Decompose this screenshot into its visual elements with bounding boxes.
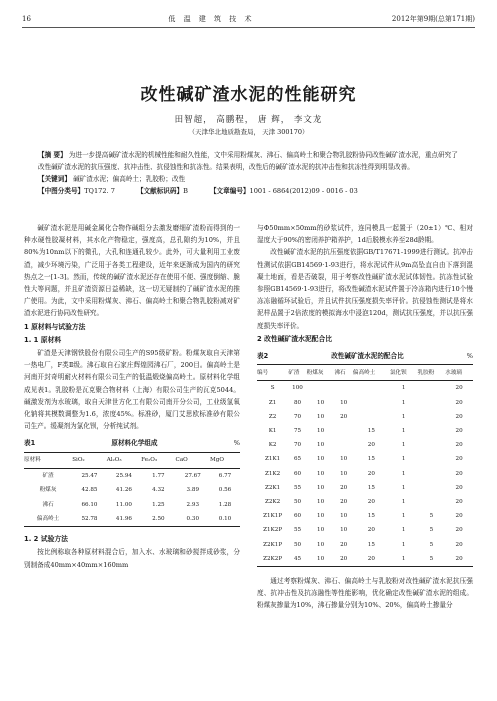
table-cell: 1 xyxy=(401,541,406,548)
table-cell: 20 xyxy=(455,385,463,392)
table-cell: 10 xyxy=(317,399,325,406)
table-cell: 20 xyxy=(340,413,348,420)
table-cell: 11.00 xyxy=(115,501,132,508)
table1-header: SiO₂ xyxy=(72,452,106,468)
table-cell: 15 xyxy=(367,428,375,435)
table-row xyxy=(257,452,473,466)
table-cell: 1 xyxy=(401,513,406,520)
table-cell xyxy=(418,452,446,466)
table-cell: 1 xyxy=(401,399,406,406)
abstract xyxy=(38,150,459,173)
table-cell xyxy=(418,438,446,452)
section-1-1-heading: 1. 1 原材料 xyxy=(24,335,62,344)
table-cell: 2.93 xyxy=(186,501,200,508)
abstract-block xyxy=(38,150,459,197)
table-row xyxy=(257,396,473,410)
table-cell: 1 xyxy=(401,442,406,449)
table-cell: 20 xyxy=(455,399,463,406)
table-cell: 1.28 xyxy=(218,501,232,508)
table2-title: 改性碱矿渣水泥的配合比 xyxy=(331,352,404,361)
table-cell: Z1K2P xyxy=(263,527,283,534)
table2 xyxy=(257,364,473,567)
section-1-2-heading: 1. 2 试验方法 xyxy=(24,535,68,544)
table-cell: 5 xyxy=(418,552,446,567)
table-cell xyxy=(353,410,390,424)
left-column xyxy=(24,222,240,571)
table-cell: 5 xyxy=(429,513,434,520)
table-cell: 10 xyxy=(317,456,325,463)
keywords-line xyxy=(38,174,459,186)
keywords: 碱矿渣水泥；偏高岭土；乳胶粉；改性 xyxy=(73,175,186,183)
table-cell xyxy=(353,381,390,396)
table2-unit: % xyxy=(466,352,473,361)
table-cell: 60 xyxy=(293,513,302,520)
table-cell: 粉煤灰 xyxy=(39,487,57,494)
table-cell: 70 xyxy=(293,413,302,420)
table-cell: 1 xyxy=(401,470,406,477)
table-cell: K2 xyxy=(268,442,277,449)
table-cell: 20 xyxy=(455,442,463,449)
table-cell: 5 xyxy=(429,527,434,534)
table-cell: 20 xyxy=(445,552,473,567)
table-cell: 45 xyxy=(288,552,306,567)
table-cell: Z2K1P xyxy=(263,541,283,548)
table-cell: 20 xyxy=(340,484,348,491)
table1-unit: % xyxy=(233,439,240,448)
table-cell: 15 xyxy=(367,484,375,491)
keywords-label: 【关键词】 xyxy=(38,175,71,183)
table2-header: 编号 xyxy=(257,365,288,381)
table2-header: 水玻璃 xyxy=(445,365,473,381)
table-cell: 10 xyxy=(340,527,348,534)
table-cell: 1 xyxy=(390,552,418,567)
table-cell: 0.56 xyxy=(218,487,232,494)
table1-header: MgO xyxy=(210,452,240,468)
table-cell: 20 xyxy=(340,499,348,506)
table-cell: 1 xyxy=(401,527,406,534)
issue-info: 2012年第9期(总第171期) xyxy=(391,15,475,23)
table-cell: 0.30 xyxy=(176,512,210,527)
table-row xyxy=(257,438,473,452)
table-cell: 10 xyxy=(340,513,348,520)
table-cell: 1 xyxy=(401,456,406,463)
authors: 田智超， 高鹏程， 唐 辉， 李文龙 xyxy=(174,115,323,125)
materials-paragraph: 矿渣是天津钢铁股份有限公司生产的S95级矿粉。粉煤灰取自天津第一热电厂，F类Ⅱ级。沸石取自石家庄辉煌园沸石厂，200目。偏高岭土是河南开封奇明耐火材料有限公司生产的低温煅烧偏高岭土。原材料化学组成见表1。乳胶粉是瓦克聚合物材料（上海）有限公司生产的瓦克5044。碱激发剂为水玻璃，取自天津世方化工有限公司南开分公司，工业级氢氧化钠将其模数调整为1.6，浓度45%。标准砂，厦门艾思欧标准砂有限公司生产。缓凝剂为氯化钡，分析纯试剂。 xyxy=(24,349,240,431)
table2-header: 乳胶粉 xyxy=(418,365,446,381)
table-cell: 10 xyxy=(317,428,325,435)
doc-code-label: 【文献标识码】 xyxy=(136,186,184,195)
table-cell: 20 xyxy=(340,541,348,548)
table-cell: 20 xyxy=(455,513,463,520)
table-cell: 20 xyxy=(353,552,390,567)
table-cell: 27.67 xyxy=(184,472,201,479)
table-cell: Z2 xyxy=(268,413,277,420)
table-cell: S xyxy=(270,385,275,392)
table-cell: 1 xyxy=(401,413,406,420)
table-cell: Z1K2 xyxy=(265,470,281,477)
table-cell: 60 xyxy=(293,470,302,477)
table-cell xyxy=(418,410,446,424)
table-cell xyxy=(334,381,352,396)
table-row xyxy=(257,481,473,495)
table-cell: 41.26 xyxy=(115,487,132,494)
table2-header: 粉煤灰 xyxy=(307,365,335,381)
table1-header: Al₂O₃ xyxy=(107,452,141,468)
table-cell: 66.10 xyxy=(81,501,98,508)
continued-paragraph: 与Φ50mm×50mm的砂浆试件，连同模具一起置于（20±1）℃、相对湿度大于90%的密闭养护箱养护，1d后脱模水养至28d龄期。 xyxy=(257,224,473,245)
table-row xyxy=(257,523,473,537)
journal-name: 低 温 建 筑 技 术 xyxy=(168,15,255,23)
table-cell: 65 xyxy=(293,456,302,463)
table-cell: 20 xyxy=(455,456,463,463)
table-cell: 5 xyxy=(429,541,434,548)
table1-caption xyxy=(24,437,240,449)
table-cell: 10 xyxy=(307,552,335,567)
page-number: 16 xyxy=(22,15,31,23)
table-cell: 10 xyxy=(317,470,325,477)
table-cell xyxy=(418,495,446,509)
table-cell: 3.89 xyxy=(186,487,200,494)
table2-caption xyxy=(257,350,473,362)
table-cell: 0.10 xyxy=(210,512,240,527)
table-cell: 10 xyxy=(317,541,325,548)
table-cell: 1.25 xyxy=(152,501,165,508)
running-header xyxy=(22,14,475,28)
article-no-value: 1001 - 6864(2012)09 - 0016 - 03 xyxy=(249,186,358,195)
table-cell: 20 xyxy=(455,470,463,477)
table-cell: 10 xyxy=(317,442,325,449)
table-cell: 1 xyxy=(401,484,406,491)
table-row xyxy=(257,538,473,552)
table-cell: Z1K1 xyxy=(265,456,281,463)
table-cell: 1 xyxy=(401,499,406,506)
test-method-paragraph: 改性碱矿渣水泥的抗压强度依据GB/T17671-1999进行测试。抗冲击性测试依据GB14569·1-93进行，将水泥试件从9m高坠直自由下落到混凝土地面，看是否破裂，用于考察改性碱矿渣水泥试体韧性。抗冻性试验参照GB14569·1-93进行，将改性碱渣水泥试件置于冷冻箱内进行10个慢冻冻融循环试验后，并且试件抗压强度损失率评价。抗侵蚀性测试是将水泥样品置于2倍浓度的模拟海水中浸泡120d，测试抗压强度，并以抗压强度损失率评价。 xyxy=(257,248,473,330)
table2-header: 沸石 xyxy=(334,365,352,381)
clc-value: TQ172. 7 xyxy=(84,186,115,195)
table-row xyxy=(257,509,473,523)
table-cell: 20 xyxy=(334,552,352,567)
table-cell: 25.47 xyxy=(81,472,98,479)
table-cell: 20 xyxy=(367,442,375,449)
closing-paragraph: 通过考察粉煤灰、沸石、偏高岭土与乳胶粉对改性碱矿渣水泥抗压强度、抗冲击性及抗冻融性等性能影响，优化确定改性碱矿渣水泥的组成。粉煤灰掺量为10%，沸石掺量分别为10%、20%，偏高岭土掺量分 xyxy=(257,577,473,610)
table-cell: 10 xyxy=(317,484,325,491)
table-cell xyxy=(418,481,446,495)
table-cell: 55 xyxy=(293,527,302,534)
table1-header: CaO xyxy=(176,452,210,468)
table-cell: 50 xyxy=(293,541,302,548)
table-cell xyxy=(307,381,335,396)
doc-code-value: B xyxy=(183,186,188,195)
table-cell: 52.78 xyxy=(72,512,106,527)
table1-title: 原材料化学组成 xyxy=(111,439,158,448)
table-cell: Z2K2 xyxy=(265,499,281,506)
classification-line xyxy=(38,186,459,198)
table1-header: 原材料 xyxy=(24,452,72,468)
table-cell: 沸石 xyxy=(42,501,54,508)
table-cell: Z1K1P xyxy=(263,513,283,520)
right-column xyxy=(257,222,473,612)
table-cell: 1 xyxy=(401,428,406,435)
table-cell: 10 xyxy=(317,527,325,534)
table-cell: 10 xyxy=(317,513,325,520)
table-cell: Z2K1 xyxy=(265,484,281,491)
table-cell: 80 xyxy=(293,399,302,406)
article-title: 改性碱矿渣水泥的性能研究 xyxy=(140,85,357,105)
section-1-heading: 1 原材料与试验方法 xyxy=(24,322,86,331)
table-cell: 15 xyxy=(367,513,375,520)
table-cell: 42.85 xyxy=(81,487,98,494)
table2-header: 偏高岭土 xyxy=(353,365,390,381)
table-cell: 偏高岭土 xyxy=(24,512,72,527)
table-cell: 20 xyxy=(367,470,375,477)
table-row xyxy=(257,424,473,438)
table-cell: 10 xyxy=(340,470,348,477)
table-cell xyxy=(418,381,446,396)
table1 xyxy=(24,452,240,528)
table-cell: 75 xyxy=(293,428,302,435)
table-row xyxy=(257,495,473,509)
table-cell xyxy=(418,396,446,410)
table-cell: 20 xyxy=(455,413,463,420)
table-cell xyxy=(353,396,390,410)
table-cell: 25.94 xyxy=(115,472,132,479)
table2-header: 矿渣 xyxy=(288,365,306,381)
table-row xyxy=(257,552,473,567)
table-cell: 10 xyxy=(340,456,348,463)
intro-paragraph: 碱矿渣水泥是用碱金属化合物作碱组分去激发磨细矿渣粉而得到的一种水硬性胶凝材料，其水化产物稳定，强度高，总孔隙约为10%，并且80%为10nm以下的微孔，大孔和连通孔较少。此外，可大量利用工业废渣，减少环境污染，广泛用于各类工程建设，近年来逐渐成为国内的研究热点之一[1-3]。然而，传统的碱矿渣水泥还存在使用不便、强度倒缩、脆性大等问题，并且矿渣资源日益稀缺，这一切无疑制约了碱矿渣水泥的推广使用。为此，文中采用粉煤灰、沸石、偏高岭土和聚合物乳胶粉减对矿渣水泥进行协同改性研究。 xyxy=(24,224,240,318)
table-row xyxy=(24,468,240,483)
table-cell: 矿渣 xyxy=(42,472,54,479)
table1-header: Fe₂O₃ xyxy=(141,452,175,468)
table-cell: 20 xyxy=(367,527,375,534)
table-cell: 41.96 xyxy=(107,512,141,527)
table2-header: 氯化钡 xyxy=(390,365,418,381)
table-cell: 70 xyxy=(293,442,302,449)
table-cell: 20 xyxy=(455,499,463,506)
table-cell: 20 xyxy=(367,499,375,506)
table-row xyxy=(24,483,240,498)
table-cell: 6.77 xyxy=(218,472,232,479)
table-cell: Z1 xyxy=(268,399,277,406)
table-row xyxy=(24,498,240,513)
table2-number: 表2 xyxy=(257,352,269,361)
table-cell xyxy=(418,467,446,481)
table-row xyxy=(257,410,473,424)
table-cell: 4.32 xyxy=(152,487,165,494)
affiliation: （天津华北地质勘查局， 天津 300170） xyxy=(188,128,309,136)
table-cell: 15 xyxy=(367,456,375,463)
table-cell: 50 xyxy=(293,499,302,506)
table-cell xyxy=(334,424,352,438)
table1-number: 表1 xyxy=(24,439,36,448)
abstract-text: 为进一步提高碱矿渣水泥的机械性能和耐久性能，文中采用粉煤灰、沸石、偏高岭土和聚合物乳胶粉协同改性碱矿渣水泥，重点研究了改性碱矿渣水泥的抗压强度、抗冲击性、抗侵蚀性和抗冻性。结果表明，改性后的碱矿渣水泥的抗冲击性和抗冻性得到明显改善。 xyxy=(38,151,458,171)
table-cell: 20 xyxy=(455,541,463,548)
table-cell: 20 xyxy=(455,428,463,435)
table-cell: K1 xyxy=(268,428,277,435)
table-row xyxy=(257,381,473,396)
table-row xyxy=(257,467,473,481)
table-cell: 10 xyxy=(317,499,325,506)
table-cell: 20 xyxy=(455,484,463,491)
table-cell: 20 xyxy=(455,527,463,534)
table-cell: 1 xyxy=(401,385,406,392)
table-cell: 10 xyxy=(317,413,325,420)
table-cell: 10 xyxy=(340,399,348,406)
table-cell: 15 xyxy=(367,541,375,548)
table-cell xyxy=(418,424,446,438)
table-cell: 100 xyxy=(292,385,303,392)
clc-label: 【中图分类号】 xyxy=(38,186,85,195)
table-cell xyxy=(334,438,352,452)
table-cell: 55 xyxy=(293,484,302,491)
table-cell: Z2K2P xyxy=(257,552,288,567)
table-cell: 2.50 xyxy=(141,512,175,527)
article-no-label: 【文章编号】 xyxy=(209,186,250,195)
table-cell: 1.77 xyxy=(152,472,165,479)
method-paragraph: 按比例称取各种原材料混合后，加入水、水玻璃和砂搅拌成砂浆，分别制备成40mm×40mm×160mm xyxy=(24,548,240,569)
section-2-heading: 2 改性碱矿渣水泥配合比 xyxy=(257,334,333,343)
abstract-label: 【摘 要】 xyxy=(38,151,67,159)
table-row xyxy=(24,512,240,527)
